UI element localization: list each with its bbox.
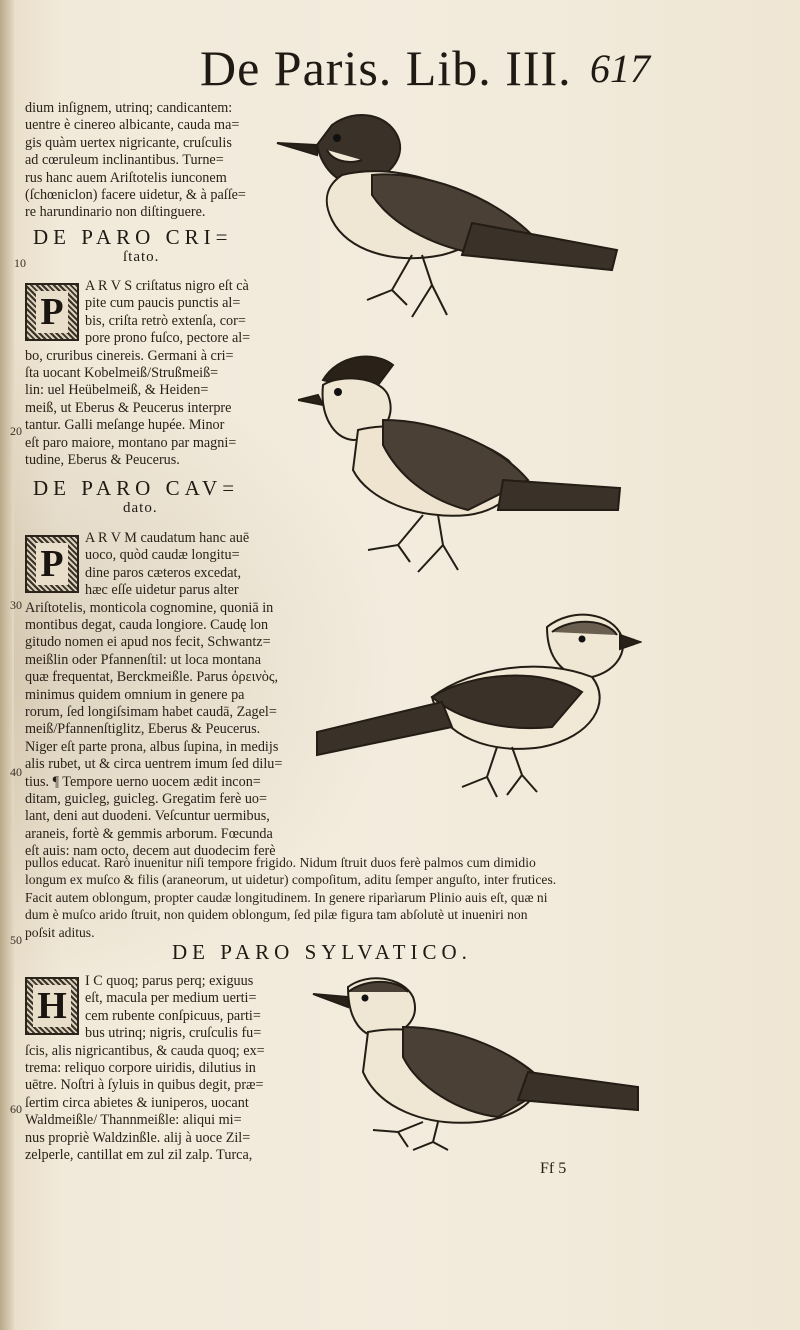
bird-woodcut-illustration-2 bbox=[298, 350, 623, 580]
printer-signature-mark: Ff 5 bbox=[540, 1160, 567, 1177]
caudato-paragraph-indented: A R V M caudatum hanc auē uoco, quòd caudæ longitu= dine paros cæteros excedat, hæc eſſe uidetur parus alter bbox=[85, 530, 250, 599]
bird-woodcut-illustration-3 bbox=[312, 607, 642, 802]
bird-woodcut-illustration-1 bbox=[272, 105, 622, 330]
cristato-paragraph-indented: A R V S criſtatus nigro eſt cà pite cum paucis punctis al= bis, criſta retrò extenſa, cor= pore prono fuſco, pectore al= bbox=[85, 278, 251, 347]
heading-paro-cristato: DE PARO CRI= ſtato. bbox=[33, 225, 233, 265]
margin-line-number: 40 bbox=[10, 765, 22, 779]
sylvatico-paragraph-indented: I C quoq; parus perq; exiguus eſt, macula per medium uerti= cem rubente conſpicuus, parti= bus utrinq; nigris, cruſculis fu= bbox=[85, 973, 262, 1042]
page-header bbox=[200, 38, 680, 98]
sylvatico-paragraph: ſcis, alis nigricantibus, & cauda quoq; ex= trema: reliquo corpore uiridis, dilutius in uētre. Noſtri à ſyluis in quibus degit, præ= ſertim circa abietes & iuniperos, uocant Waldmeißle/ Thannmeißle: aliqui mi= nus propriè Waldzinßle. alij à uoce Zil= zelperle, cantillat em zul zil zalp. Turca, bbox=[25, 1042, 265, 1164]
bird-woodcut-illustration-4 bbox=[308, 972, 643, 1152]
page-number: 617 bbox=[590, 46, 650, 91]
margin-line-number: 60 bbox=[10, 1102, 22, 1116]
intro-paragraph: dium inſignem, utrinq; candicantem: uentre è cinereo albicante, cauda ma= gis quàm uertex nigricante, cruſculis ad cœruleum inclinantibus. Turne= rus hanc auem Ariſtotelis iunconem (ſchœniclon) facere uidetur, & à paſſe= re harundinario non diſtinguere. bbox=[25, 100, 246, 221]
decorated-initial-sylvatico: H bbox=[25, 977, 79, 1035]
margin-line-number: 30 bbox=[10, 598, 22, 612]
cristato-paragraph: bo, cruribus cinereis. Germani à cri= ſta uocant Kobelmeiß/Strußmeiß= lin: uel Heübelmeiß, & Heiden= meiß, ut Eberus & Peucerus interpre tantur. Galli meſange hupée. Minor eſt paro maiore, montano par magni= tudine, Eberus & Peucerus. bbox=[25, 347, 237, 469]
decorated-initial-cristato: P bbox=[25, 283, 79, 341]
caudato-paragraph-wide: pullos educat. Rarò inuenitur niſi tempore frigido. Nidum ſtruit duos ferè palmos cum dimidio longum ex muſco & filis (araneorum, ut uidetur) compoſitum, aditu ſemper anguſto, inter frutices. Facit autem oblongum, propter caudæ longitudinem. In genere riparìarum Plinio auis eſt, quæ ni dum è muſco arido ſtruit, non quidem oblongum, ſed pilæ figura tam abſolutè ut inueniri non poſsit aditus. bbox=[25, 855, 557, 940]
margin-line-number: 10 bbox=[14, 256, 26, 270]
page-gutter bbox=[0, 0, 14, 1330]
running-head: De Paris. Lib. III. bbox=[200, 40, 572, 96]
margin-line-number: 20 bbox=[10, 424, 22, 438]
caudato-paragraph: Ariſtotelis, monticola cognomine, quoniā in montibus degat, cauda longiore. Caudę lon gitudo nomen ei apud nos fecit, Schwantz= meißlin oder Pfannenſtil: ut loca montana quæ frequentat, Berckmeißle. Parus ὀρεινὸς, minimus quidem omnium in genere pa rorum, ſed longiſsimam habet caudā, Zagel= meiß/Pfannenſtiglitz, Eberus & Peucerus. Niger eſt parte prona, albus ſupina, in medijs alis rubet, ut & circa uentrem imum ſed dilu= tius. ¶ Tempore uerno uocem ædit incon= ditam, guicleg, guicleg. Gregatim ferè uo= lant, deni aut duodeni. Veſcuntur uermibus, araneis, fortè & gemmis arborum. Fœcunda eſt auis: nam octo, decem aut duodecim ferè bbox=[25, 599, 283, 860]
decorated-initial-caudato: P bbox=[25, 535, 79, 593]
margin-line-number: 50 bbox=[10, 933, 22, 947]
heading-paro-sylvatico: DE PARO SYLVATICO. bbox=[172, 940, 472, 964]
heading-paro-caudato: DE PARO CAV= dato. bbox=[33, 476, 240, 516]
